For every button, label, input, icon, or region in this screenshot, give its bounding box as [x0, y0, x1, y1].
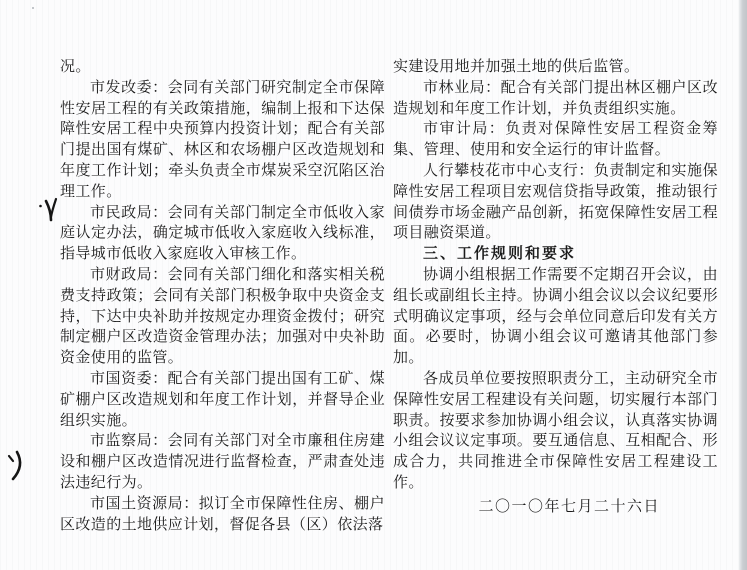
paragraph-shenjiju: 市审计局：负责对保障性安居工程资金筹集、管理、使用和安全运行的审计监督。: [393, 121, 718, 159]
paragraph-renhang-zhihang: 人行攀枝花市中心支行：负责制定和实施保障性安居工程项目宏观信贷指导政策，推动银行间债券市场金融产品创新，拓宽保障性安居工程项目融资渠道。: [393, 162, 718, 242]
section-heading: 三、工作规则和要求: [423, 245, 577, 263]
paragraph-xietiao-xiaozu: 协调小组根据工作需要不定期召开会议，由组长或副组长主持。协调小组会议以会议纪要形式明确议定事项，经与会单位同意后印发有关方面。必要时，协调小组会议可邀请其他部门参加。: [393, 266, 718, 367]
paragraph-chengyuan-danwei: 各成员单位要按照职责分工，主动研究全市保障性安居工程建设有关问题，切实履行本部门职责。按要求参加协调小组会议，认真落实协调小组会议议定事项。要互通信息、互相配合、形成合力，共同推进全市保障性安居工程建设工作。: [393, 370, 718, 491]
ink-smudge-left-margin-upper: [39, 199, 56, 220]
scan-edge-strip: [739, 0, 747, 570]
paragraph-continuation: 实建设用地并加强土地的供后监管。: [393, 59, 640, 75]
paragraph-linyeju: 市林业局：配合有关部门提出林区棚户区改造规划和年度工作计划，并负责组织实施。: [393, 79, 718, 117]
paragraph-guoziwei: 市国资委：配合有关部门提出国有工矿、煤矿棚户区改造规划和年度工作计划，并督导企业组织实施。: [60, 370, 385, 429]
ink-smudge-left-margin-lower: [9, 452, 20, 479]
right-column: [393, 57, 718, 535]
left-column: [60, 57, 385, 535]
paragraph-guotuziyuanju: 市国土资源局：拟订全市保障性住房、棚户区改造的土地供应计划，督促各县（区）依法落: [60, 495, 385, 533]
text-columns: [60, 57, 718, 535]
paragraph-fagaiwei: 市发改委：会同有关部门研究制定全市保障性安居工程的有关政策措施，编制上报和下达保障性安居工程中央预算内投资计划；配合有关部门提出国有煤矿、林区和农场棚户区改造规划和年度工作计划；牵头负责全市煤炭采空沉陷区治理工作。: [60, 79, 385, 200]
paragraph-continuation: 况。: [60, 59, 91, 75]
date-line: 二〇一〇年七月二十六日: [478, 498, 660, 515]
paragraph-caizhengju: 市财政局：会同有关部门细化和落实相关税费支持政策；会同有关部门积极争取中央资金支持，下达中央补助并按规定办理资金拨付；研究制定棚户区改造资金管理办法；加强对中央补助资金使用的监管。: [60, 266, 385, 367]
paragraph-minzhengju: 市民政局：会同有关部门制定全市低收入家庭认定办法，确定城市低收入家庭收入线标准，指导城市低收入家庭收入审核工作。: [60, 204, 385, 263]
paper-speck-top: [32, 7, 34, 9]
paragraph-jianchaju: 市监察局：会同有关部门对全市廉租住房建设和棚户区改造情况进行监督检查，严肃查处违法违纪行为。: [60, 433, 385, 491]
